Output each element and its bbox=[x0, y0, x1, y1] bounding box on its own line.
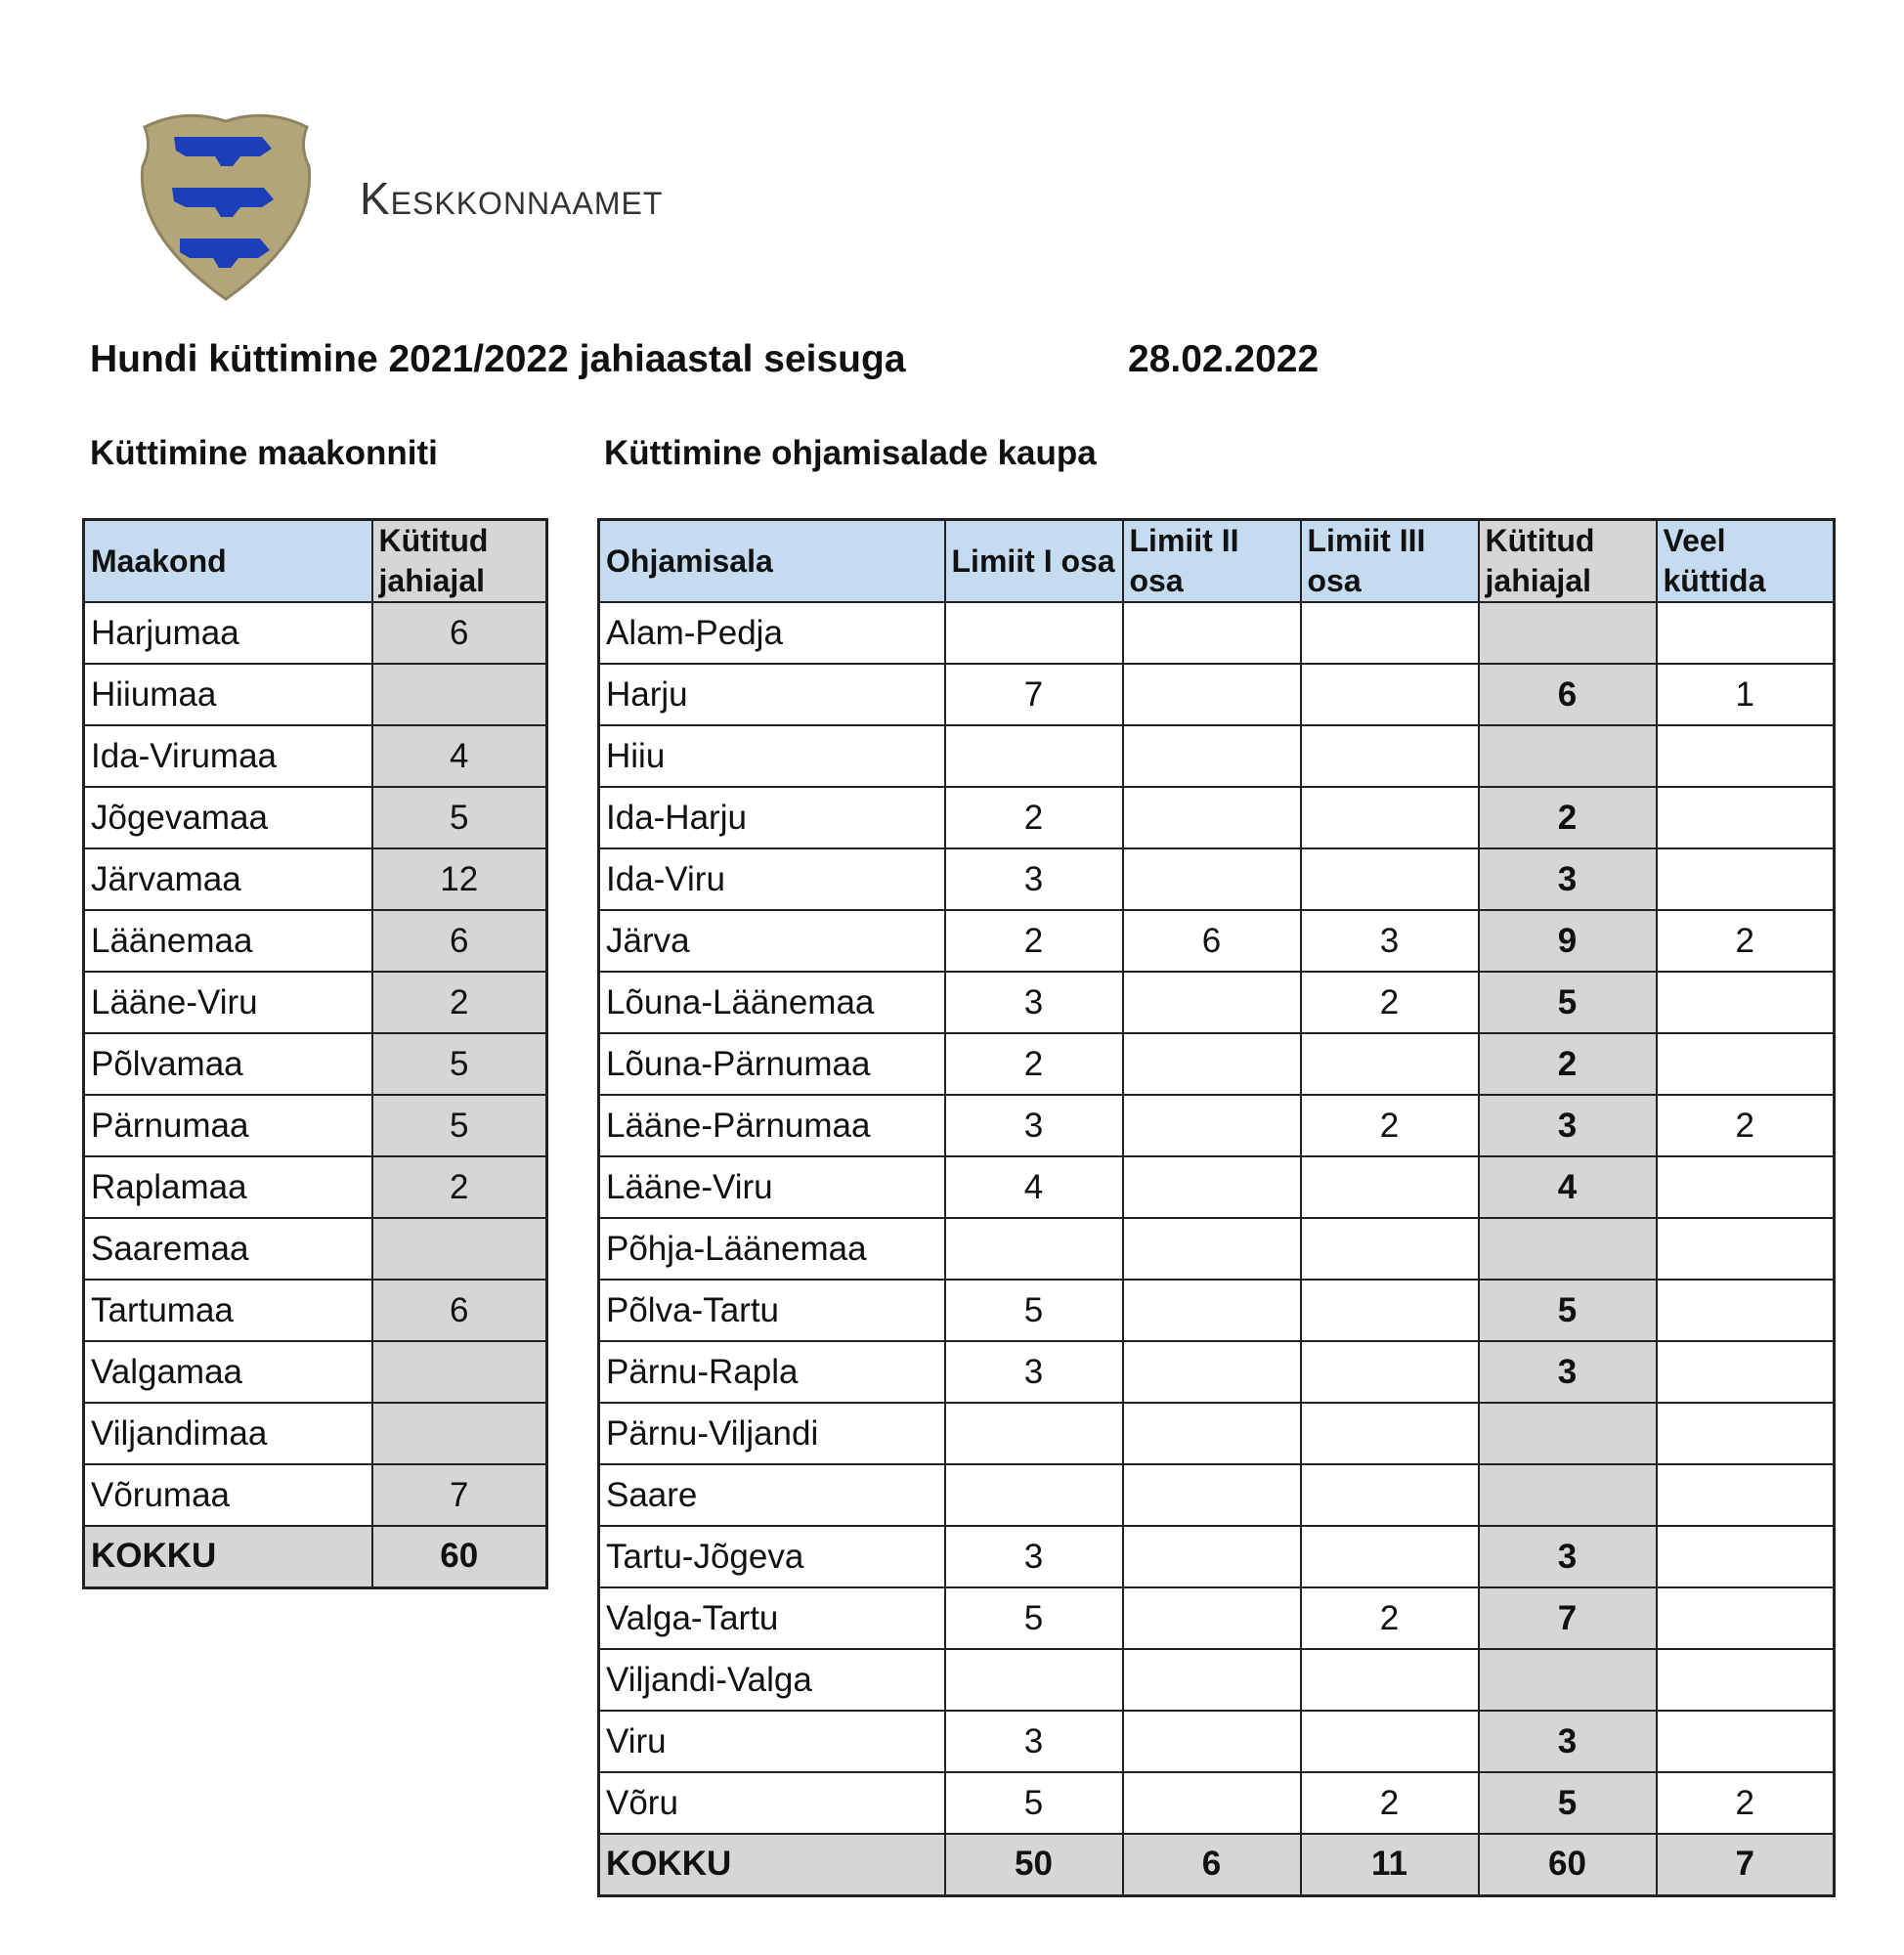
total-limit-3: 11 bbox=[1301, 1834, 1479, 1895]
limit-3: 2 bbox=[1301, 1772, 1479, 1834]
area-name: Hiiu bbox=[599, 725, 945, 787]
remaining-count bbox=[1657, 1341, 1835, 1403]
table-row bbox=[84, 725, 547, 787]
hunted-count bbox=[1479, 1403, 1657, 1464]
column-header: Limiit III osa bbox=[1301, 520, 1479, 603]
hunted-count: 6 bbox=[372, 602, 547, 664]
hunted-count: 2 bbox=[372, 1156, 547, 1218]
limit-1: 3 bbox=[945, 1526, 1123, 1587]
column-header: Veel küttida bbox=[1657, 520, 1835, 603]
table-row bbox=[599, 1033, 1835, 1095]
area-name: Ida-Harju bbox=[599, 787, 945, 848]
limit-2 bbox=[1123, 1587, 1301, 1649]
area-name: Lääne-Pärnumaa bbox=[599, 1095, 945, 1156]
table-row bbox=[599, 1526, 1835, 1587]
hunted-count: 4 bbox=[372, 725, 547, 787]
limit-2 bbox=[1123, 1341, 1301, 1403]
total-value: 60 bbox=[372, 1526, 547, 1587]
hunted-count: 5 bbox=[372, 1095, 547, 1156]
table-row bbox=[599, 1649, 1835, 1711]
county-name: Lääne-Viru bbox=[84, 972, 372, 1033]
hunted-count: 5 bbox=[1479, 1280, 1657, 1341]
limit-3 bbox=[1301, 1464, 1479, 1526]
limit-1: 5 bbox=[945, 1587, 1123, 1649]
limit-1: 5 bbox=[945, 1772, 1123, 1834]
area-table bbox=[597, 518, 1836, 1897]
limit-1: 3 bbox=[945, 848, 1123, 910]
total-label: KOKKU bbox=[84, 1526, 372, 1587]
limit-2 bbox=[1123, 1218, 1301, 1280]
remaining-count: 2 bbox=[1657, 1095, 1835, 1156]
remaining-count: 2 bbox=[1657, 910, 1835, 972]
hunted-count: 3 bbox=[1479, 1341, 1657, 1403]
table-row bbox=[599, 1711, 1835, 1772]
limit-2 bbox=[1123, 1033, 1301, 1095]
table-row bbox=[599, 1156, 1835, 1218]
total-limit-1: 50 bbox=[945, 1834, 1123, 1895]
remaining-count bbox=[1657, 1218, 1835, 1280]
hunted-count bbox=[372, 1218, 547, 1280]
hunted-count bbox=[1479, 602, 1657, 664]
table-row bbox=[599, 848, 1835, 910]
remaining-count bbox=[1657, 1587, 1835, 1649]
remaining-count bbox=[1657, 972, 1835, 1033]
hunted-count: 5 bbox=[1479, 1772, 1657, 1834]
hunted-count: 3 bbox=[1479, 1526, 1657, 1587]
county-name: Tartumaa bbox=[84, 1280, 372, 1341]
limit-3 bbox=[1301, 1711, 1479, 1772]
county-name: Järvamaa bbox=[84, 848, 372, 910]
limit-1 bbox=[945, 1464, 1123, 1526]
hunted-count: 2 bbox=[372, 972, 547, 1033]
hunted-count: 7 bbox=[1479, 1587, 1657, 1649]
limit-3: 2 bbox=[1301, 1587, 1479, 1649]
hunted-count: 12 bbox=[372, 848, 547, 910]
status-date: 28.02.2022 bbox=[1128, 338, 1320, 380]
table-row bbox=[84, 602, 547, 664]
hunted-count: 2 bbox=[1479, 787, 1657, 848]
county-name: Ida-Virumaa bbox=[84, 725, 372, 787]
county-table bbox=[82, 518, 548, 1589]
hunted-count: 3 bbox=[1479, 848, 1657, 910]
remaining-count: 1 bbox=[1657, 664, 1835, 725]
table-row bbox=[84, 664, 547, 725]
limit-1: 3 bbox=[945, 1341, 1123, 1403]
limit-2 bbox=[1123, 725, 1301, 787]
remaining-count bbox=[1657, 1156, 1835, 1218]
county-name: Harjumaa bbox=[84, 602, 372, 664]
limit-1: 3 bbox=[945, 972, 1123, 1033]
hunted-count: 2 bbox=[1479, 1033, 1657, 1095]
limit-2 bbox=[1123, 1156, 1301, 1218]
limit-2 bbox=[1123, 972, 1301, 1033]
table-row bbox=[84, 910, 547, 972]
limit-2 bbox=[1123, 1649, 1301, 1711]
hunted-count: 4 bbox=[1479, 1156, 1657, 1218]
county-name: Saaremaa bbox=[84, 1218, 372, 1280]
table-row bbox=[599, 664, 1835, 725]
remaining-count bbox=[1657, 1464, 1835, 1526]
limit-3 bbox=[1301, 1218, 1479, 1280]
area-name: Alam-Pedja bbox=[599, 602, 945, 664]
limit-1: 3 bbox=[945, 1095, 1123, 1156]
area-name: Järva bbox=[599, 910, 945, 972]
area-name: Põlva-Tartu bbox=[599, 1280, 945, 1341]
total-hunted-count: 60 bbox=[1479, 1834, 1657, 1895]
hunted-count bbox=[1479, 1649, 1657, 1711]
limit-3 bbox=[1301, 725, 1479, 787]
remaining-count bbox=[1657, 1649, 1835, 1711]
limit-3: 2 bbox=[1301, 1095, 1479, 1156]
hunted-count bbox=[1479, 725, 1657, 787]
limit-3 bbox=[1301, 1403, 1479, 1464]
area-name: Harju bbox=[599, 664, 945, 725]
area-name: Valga-Tartu bbox=[599, 1587, 945, 1649]
hunted-count: 5 bbox=[372, 1033, 547, 1095]
limit-2: 6 bbox=[1123, 910, 1301, 972]
table-row bbox=[84, 787, 547, 848]
remaining-count bbox=[1657, 1711, 1835, 1772]
table-row bbox=[84, 848, 547, 910]
limit-3 bbox=[1301, 1341, 1479, 1403]
limit-2 bbox=[1123, 848, 1301, 910]
table-row bbox=[599, 725, 1835, 787]
remaining-count bbox=[1657, 1033, 1835, 1095]
total-limit-2: 6 bbox=[1123, 1834, 1301, 1895]
area-name: Viru bbox=[599, 1711, 945, 1772]
county-name: Läänemaa bbox=[84, 910, 372, 972]
limit-3 bbox=[1301, 1280, 1479, 1341]
hunted-count: 6 bbox=[372, 910, 547, 972]
limit-3 bbox=[1301, 602, 1479, 664]
remaining-count bbox=[1657, 602, 1835, 664]
hunted-count: 3 bbox=[1479, 1711, 1657, 1772]
table-row bbox=[599, 1587, 1835, 1649]
total-row bbox=[84, 1526, 547, 1587]
table-row bbox=[599, 1464, 1835, 1526]
limit-2 bbox=[1123, 1403, 1301, 1464]
limit-2 bbox=[1123, 1280, 1301, 1341]
hunted-count: 6 bbox=[372, 1280, 547, 1341]
hunted-count bbox=[372, 1403, 547, 1464]
table-row bbox=[84, 1280, 547, 1341]
table-row bbox=[599, 1403, 1835, 1464]
coat-of-arms-logo bbox=[135, 108, 317, 303]
limit-2 bbox=[1123, 1464, 1301, 1526]
area-name: Lääne-Viru bbox=[599, 1156, 945, 1218]
hunted-count: 7 bbox=[372, 1464, 547, 1526]
total-label: KOKKU bbox=[599, 1834, 945, 1895]
area-name: Võru bbox=[599, 1772, 945, 1834]
table-row bbox=[84, 1464, 547, 1526]
limit-2 bbox=[1123, 602, 1301, 664]
limit-3 bbox=[1301, 1156, 1479, 1218]
total-remaining-count: 7 bbox=[1657, 1834, 1835, 1895]
area-name: Ida-Viru bbox=[599, 848, 945, 910]
hunted-count: 9 bbox=[1479, 910, 1657, 972]
hunted-count: 3 bbox=[1479, 1095, 1657, 1156]
limit-3 bbox=[1301, 1649, 1479, 1711]
limit-1 bbox=[945, 1403, 1123, 1464]
limit-1: 5 bbox=[945, 1280, 1123, 1341]
limit-1: 4 bbox=[945, 1156, 1123, 1218]
county-name: Põlvamaa bbox=[84, 1033, 372, 1095]
area-name: Viljandi-Valga bbox=[599, 1649, 945, 1711]
limit-1 bbox=[945, 725, 1123, 787]
table-row bbox=[84, 1033, 547, 1095]
limit-2 bbox=[1123, 1526, 1301, 1587]
area-table-header bbox=[599, 520, 1835, 603]
area-name: Lõuna-Läänemaa bbox=[599, 972, 945, 1033]
table-row bbox=[599, 1772, 1835, 1834]
area-section-heading: Küttimine ohjamisalade kaupa bbox=[604, 434, 1097, 472]
column-header: Limiit I osa bbox=[945, 520, 1123, 603]
area-name: Saare bbox=[599, 1464, 945, 1526]
hunted-count bbox=[1479, 1464, 1657, 1526]
county-section-heading: Küttimine maakonniti bbox=[90, 434, 438, 472]
remaining-count bbox=[1657, 1526, 1835, 1587]
table-row bbox=[599, 1280, 1835, 1341]
agency-name: Keskkonnaamet bbox=[360, 173, 664, 224]
limit-2 bbox=[1123, 664, 1301, 725]
limit-2 bbox=[1123, 787, 1301, 848]
limit-3 bbox=[1301, 1033, 1479, 1095]
page-title: Hundi küttimine 2021/2022 jahiaastal seisuga bbox=[90, 338, 906, 380]
limit-1: 2 bbox=[945, 910, 1123, 972]
remaining-count bbox=[1657, 848, 1835, 910]
remaining-count bbox=[1657, 1403, 1835, 1464]
table-row bbox=[599, 602, 1835, 664]
column-header: Limiit II osa bbox=[1123, 520, 1301, 603]
table-row bbox=[84, 1341, 547, 1403]
table-row bbox=[84, 1403, 547, 1464]
column-header: Kütitud jahiajal bbox=[372, 520, 547, 603]
limit-1: 2 bbox=[945, 787, 1123, 848]
limit-3: 2 bbox=[1301, 972, 1479, 1033]
area-name: Tartu-Jõgeva bbox=[599, 1526, 945, 1587]
remaining-count: 2 bbox=[1657, 1772, 1835, 1834]
hunted-count bbox=[372, 664, 547, 725]
limit-3 bbox=[1301, 848, 1479, 910]
limit-1 bbox=[945, 1218, 1123, 1280]
total-row bbox=[599, 1834, 1835, 1895]
table-row bbox=[599, 1095, 1835, 1156]
hunted-count: 5 bbox=[372, 787, 547, 848]
area-name: Pärnu-Rapla bbox=[599, 1341, 945, 1403]
limit-3: 3 bbox=[1301, 910, 1479, 972]
limit-2 bbox=[1123, 1095, 1301, 1156]
limit-1: 7 bbox=[945, 664, 1123, 725]
county-name: Viljandimaa bbox=[84, 1403, 372, 1464]
limit-2 bbox=[1123, 1711, 1301, 1772]
county-table-header bbox=[84, 520, 547, 603]
limit-2 bbox=[1123, 1772, 1301, 1834]
hunted-count bbox=[1479, 1218, 1657, 1280]
county-name: Jõgevamaa bbox=[84, 787, 372, 848]
column-header: Maakond bbox=[84, 520, 372, 603]
table-row bbox=[84, 972, 547, 1033]
limit-1: 3 bbox=[945, 1711, 1123, 1772]
area-name: Pärnu-Viljandi bbox=[599, 1403, 945, 1464]
table-row bbox=[599, 1218, 1835, 1280]
table-row bbox=[84, 1095, 547, 1156]
county-name: Pärnumaa bbox=[84, 1095, 372, 1156]
limit-3 bbox=[1301, 664, 1479, 725]
table-row bbox=[599, 910, 1835, 972]
remaining-count bbox=[1657, 787, 1835, 848]
table-row bbox=[599, 1341, 1835, 1403]
limit-1 bbox=[945, 1649, 1123, 1711]
area-name: Põhja-Läänemaa bbox=[599, 1218, 945, 1280]
column-header: Ohjamisala bbox=[599, 520, 945, 603]
county-name: Raplamaa bbox=[84, 1156, 372, 1218]
table-row bbox=[599, 787, 1835, 848]
county-name: Võrumaa bbox=[84, 1464, 372, 1526]
county-name: Valgamaa bbox=[84, 1341, 372, 1403]
hunted-count bbox=[372, 1341, 547, 1403]
table-row bbox=[599, 972, 1835, 1033]
area-name: Lõuna-Pärnumaa bbox=[599, 1033, 945, 1095]
limit-3 bbox=[1301, 1526, 1479, 1587]
table-row bbox=[84, 1156, 547, 1218]
table-row bbox=[84, 1218, 547, 1280]
column-header: Kütitud jahiajal bbox=[1479, 520, 1657, 603]
hunted-count: 5 bbox=[1479, 972, 1657, 1033]
limit-1: 2 bbox=[945, 1033, 1123, 1095]
remaining-count bbox=[1657, 725, 1835, 787]
limit-1 bbox=[945, 602, 1123, 664]
hunted-count: 6 bbox=[1479, 664, 1657, 725]
remaining-count bbox=[1657, 1280, 1835, 1341]
limit-3 bbox=[1301, 787, 1479, 848]
county-name: Hiiumaa bbox=[84, 664, 372, 725]
